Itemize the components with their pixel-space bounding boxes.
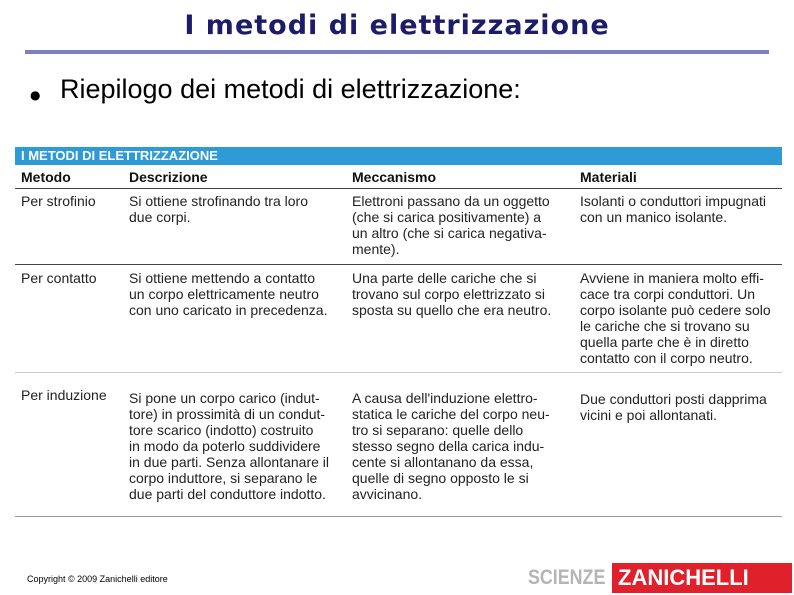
cell-meccanismo: Una parte delle cariche che si trovano sul corpo elettrizzato si sposta su quello che era neutro. (352, 270, 552, 318)
header-metodo: Metodo (21, 169, 71, 185)
cell-materiali: Avviene in maniera molto effi- cace tra corpi conduttori. Un corpo isolante può cedere solo le cariche che si trovano su quella parte che è in diretto contatto con il corpo neutro. (580, 270, 771, 366)
cell-descrizione: Si pone un corpo carico (indut- tore) in prossimità di un condut- tore scarico (indotto) costruito in modo da poterlo suddividere in due parti. Senza allontanare il corpo induttore, si separano le due parti del conduttore indotto. (129, 390, 330, 502)
slide-title: I metodi di elettrizzazione (184, 10, 610, 41)
logo-zanichelli: ZANICHELLI (612, 563, 792, 593)
cell-descrizione: Si ottiene strofinando tra loro due corpi. (129, 193, 308, 225)
header-meccanismo: Meccanismo (352, 169, 437, 185)
bullet-icon: ● (30, 88, 41, 102)
cell-meccanismo: Elettroni passano da un oggetto (che si carica positivamente) a un altro (che si carica negativa- mente). (352, 193, 550, 257)
cell-descrizione: Si ottiene mettendo a contatto un corpo elettricamente neutro con uno caricato in precedenza. (129, 270, 328, 318)
divider (15, 372, 782, 373)
divider (15, 516, 782, 517)
logo-scienze: SCIENZE (528, 566, 606, 589)
cell-metodo: Per contatto (21, 270, 97, 286)
cell-metodo: Per strofinio (21, 193, 96, 209)
cell-meccanismo: A causa dell'induzione elettro- statica le cariche del corpo neu- tro si separano: quelle dello stesso segno della carica indu- cente si allontanano da essa, quelle di segno opposto le si avvicinano. (352, 390, 550, 502)
title-underline (25, 50, 769, 54)
copyright: Copyright © 2009 Zanichelli editore (27, 574, 168, 584)
cell-materiali: Isolanti o conduttori impugnati con un manico isolante. (580, 193, 766, 225)
cell-materiali: Due conduttori posti dapprima vicini e poi allontanati. (580, 391, 767, 423)
divider (15, 188, 782, 189)
divider (15, 264, 782, 265)
table-caption: I METODI DI ELETTRIZZAZIONE (15, 147, 782, 165)
header-descrizione: Descrizione (129, 169, 208, 185)
cell-metodo: Per induzione (21, 387, 107, 403)
bullet-text: Riepilogo dei metodi di elettrizzazione: (60, 74, 521, 104)
header-materiali: Materiali (580, 169, 637, 185)
